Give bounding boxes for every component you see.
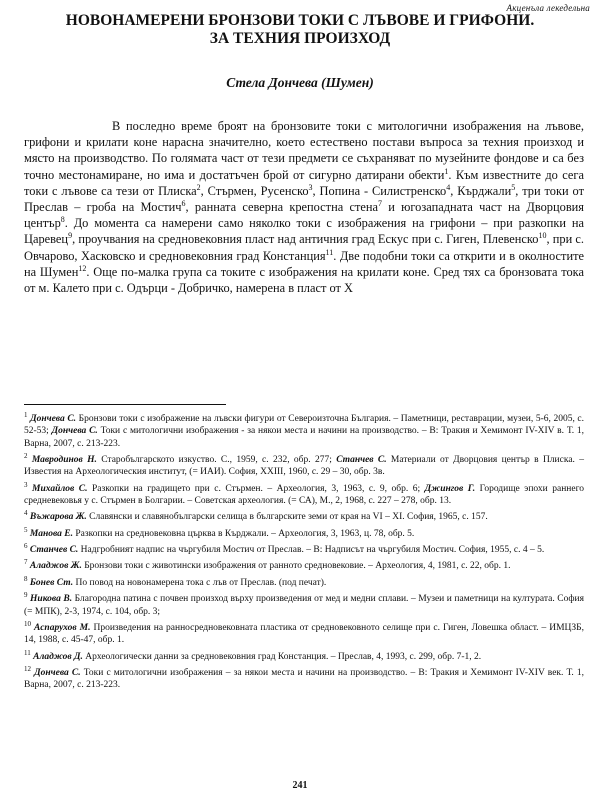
footnote-author: Въжарова Ж. bbox=[29, 512, 87, 523]
footnote-number: 1 bbox=[24, 411, 28, 419]
footnote-ref[interactable]: 11 bbox=[325, 247, 334, 257]
footnote-number: 5 bbox=[24, 525, 28, 534]
footnote-number: 10 bbox=[24, 619, 31, 628]
footnote bbox=[24, 507, 584, 523]
footnote bbox=[24, 479, 584, 508]
body-text: . До момента са намерени само няколко токи с изображения на грифони – при разкопки на Царевец bbox=[24, 216, 584, 247]
footnote bbox=[24, 589, 584, 618]
footnote bbox=[24, 540, 584, 556]
body-text: , Кърджали bbox=[450, 183, 512, 198]
footnote-number: 2 bbox=[24, 451, 28, 460]
body-text: . Две подобни токи са открити и в околностите на Шумен bbox=[24, 248, 585, 279]
footnote bbox=[24, 663, 584, 692]
footnote-author: Никова В. bbox=[30, 594, 73, 605]
footnote-author: Аладжов Ж. bbox=[29, 561, 82, 572]
footnote-ref[interactable]: 7 bbox=[378, 198, 383, 208]
footnote-ref[interactable]: 1 bbox=[444, 166, 449, 176]
body-paragraph bbox=[24, 118, 584, 296]
footnote-text: Токи с митологични изображения – за някои места и начини на производство. – В: Тракия и Хемимонт IV-XIV век. Т. 1, Варна, 2007, с. 213-223. bbox=[24, 668, 585, 691]
footnote-text: Археологически данни за средновековния град Констанция. – Преслав, 4, 1993, с. 299, обр. 7-1, 2. bbox=[82, 651, 482, 662]
footnote bbox=[24, 618, 584, 647]
title-line-2: ЗА ТЕХНИЯ ПРОИЗХОД bbox=[209, 30, 391, 47]
footnote-author: Дончева С. bbox=[51, 426, 98, 437]
body-text: , Стърмен, Русенско bbox=[200, 183, 309, 198]
title-line-1: НОВОНАМЕРЕНИ БРОНЗОВИ ТОКИ С ЛЪВОВЕ И ГРИФОНИ. bbox=[65, 12, 535, 29]
footnote bbox=[24, 450, 584, 479]
footnote-separator bbox=[24, 404, 226, 405]
footnote-ref[interactable]: 9 bbox=[68, 231, 73, 241]
footnotes-section bbox=[24, 409, 584, 692]
footnote-ref[interactable]: 10 bbox=[538, 231, 547, 241]
footnote-text: Материали от Дворцовия център в Плиска. – Известия на Археологическия институт, (= ИАИ). София, XXIII, 1960, с. 29 – 30, обр. 3в. bbox=[24, 455, 584, 478]
footnote-text: Бронзови токи с изображение на лъвски фигури от Североизточна България. – Паметници, реставрации, музеи, 5-6, 2005, с. 52-53; bbox=[24, 414, 585, 437]
footnote-ref[interactable]: 8 bbox=[60, 215, 65, 225]
running-head: Акценъла лекедельна bbox=[506, 3, 590, 13]
footnote-text: По повод на новонамерена тока с лъв от Преслав. (под печат). bbox=[73, 578, 327, 588]
page-number: 241 bbox=[292, 780, 308, 791]
footnote-ref[interactable]: 12 bbox=[78, 263, 87, 273]
footnote-text: Надгробният надпис на чъргубиля Мостич от Преслав. – В: Надписът на чъргубиля Мостич. София, 1955, с. 4 – 5. bbox=[78, 545, 545, 556]
footnote-author: Манова Е. bbox=[29, 528, 73, 539]
body-text: . Още по-малка група са токите с изображения на крилати коне. Сред тях са бронзовата тока от м. Калето при с. Одърци - Добричко, намерена в пласт от X bbox=[24, 264, 585, 296]
footnote-text: Бронзови токи с животински изображения от ранното средновековие. – Археология, 4, 1981, с. 22, обр. 1. bbox=[81, 561, 511, 572]
footnote-author: Дончева С. bbox=[34, 668, 81, 679]
footnote-text: Разкопки на средновековна църква в Кърджали. – Археология, 3, 1963, ц. 78, обр. 5. bbox=[72, 528, 415, 539]
body-text: , при с. Овчарово, Хасковско и средновековния град Констанция bbox=[24, 232, 584, 263]
footnote-author: Станчев С. bbox=[336, 455, 387, 466]
footnote-ref[interactable]: 4 bbox=[446, 182, 451, 192]
footnote-number: 12 bbox=[24, 664, 31, 673]
footnote bbox=[24, 647, 584, 663]
footnote-author: Аладжов Д. bbox=[33, 651, 83, 662]
footnote-author: Михайлов С. bbox=[32, 483, 88, 494]
footnote-text: Славянски и славянобългарски селища в българските земи от края на VI – XI. София, 1965, с. 157. bbox=[86, 512, 488, 523]
article-title bbox=[0, 12, 600, 48]
footnote-text: Городище эпохи раннего средневековья у с. Стърмен в Болгарии. – Советская археология. (= СА), М., 2, 1968, с. 227 – 278, обр. 13. bbox=[24, 483, 585, 506]
footnote bbox=[24, 573, 584, 589]
footnote-author: Мавродинов Н. bbox=[31, 455, 97, 466]
footnote-text: Разкопки на градището при с. Стърмен. – Археология, 3, 1963, с. 9, обр. 6; bbox=[87, 483, 425, 494]
footnote-number: 3 bbox=[24, 480, 28, 489]
body-text: , три токи от Преслав – гроба на Мостич bbox=[24, 183, 584, 215]
body-text: В последно време броят на бронзовите токи с митологични изображения на лъвове, грифони и крилати коне нарасна значително, което естествено постави въпроса за техния произход и място на производство. По голямата част от тези предмети се съхраняват по музейните фондове и са без точно местонамиране, но има и достатъчен брой от сигурно датирани обекти bbox=[24, 119, 584, 182]
footnote bbox=[24, 524, 584, 540]
footnote-number: 6 bbox=[24, 542, 28, 551]
footnote-text: Старобългарското изкуство. С., 1959, с. 232, обр. 277; bbox=[96, 455, 337, 466]
footnote-author: Дончева С. bbox=[30, 414, 77, 425]
footnote-ref[interactable]: 6 bbox=[181, 198, 186, 208]
footnote-text: Произведения на ранносредновековната пластика от средновековното селище при с. Гиген, Ловешка област. – ИМЦЗБ, 14, 1988, с. 45-47, обр. 1. bbox=[24, 623, 585, 646]
footnote-number: 7 bbox=[24, 558, 28, 567]
body-text: . Към известните до сега токи с лъвове са тези от Плиска bbox=[24, 167, 584, 198]
body-text: , проучвания на средновековния пласт над античния град Ескус при с. Гиген, Плевенско bbox=[72, 232, 539, 247]
footnote-number: 11 bbox=[24, 648, 31, 657]
footnote-number: 8 bbox=[24, 574, 28, 583]
body-text: , Попина - Силистренско bbox=[312, 183, 447, 198]
footnote-text: Токи с митологични изображения - за някои места и начини на производство. – В: Тракия и Хемимонт IV-XIV в. Т. 1, Варна, 2007, с. 213-223. bbox=[24, 426, 585, 449]
author-line: Стела Дончева (Шумен) bbox=[226, 75, 374, 90]
footnote-ref[interactable]: 5 bbox=[511, 182, 516, 192]
footnote-ref[interactable]: 2 bbox=[196, 182, 201, 192]
footnote-text: Благородна патина с почвен произход върху произведения от мед и медни сплави. – Музеи и паметници на културата. София (= МПК), 2-3, 1974, с. 104, обр. 3; bbox=[24, 594, 584, 617]
footnote-number: 4 bbox=[24, 509, 28, 518]
body-text: , ранната северна крепостна стена bbox=[185, 200, 379, 215]
footnote bbox=[24, 556, 584, 572]
footnote-ref[interactable]: 3 bbox=[308, 182, 313, 192]
footnote-author: Аспарухов М. bbox=[34, 623, 91, 634]
footnote-author: Бонев Ст. bbox=[29, 578, 74, 588]
body-text: и югозападната част на Дворцовия център bbox=[24, 200, 585, 231]
footnote-author: Джингов Г. bbox=[424, 483, 476, 494]
footnote bbox=[24, 409, 584, 450]
footnote-number: 9 bbox=[24, 591, 28, 600]
footnote-author: Станчев С. bbox=[29, 545, 79, 556]
